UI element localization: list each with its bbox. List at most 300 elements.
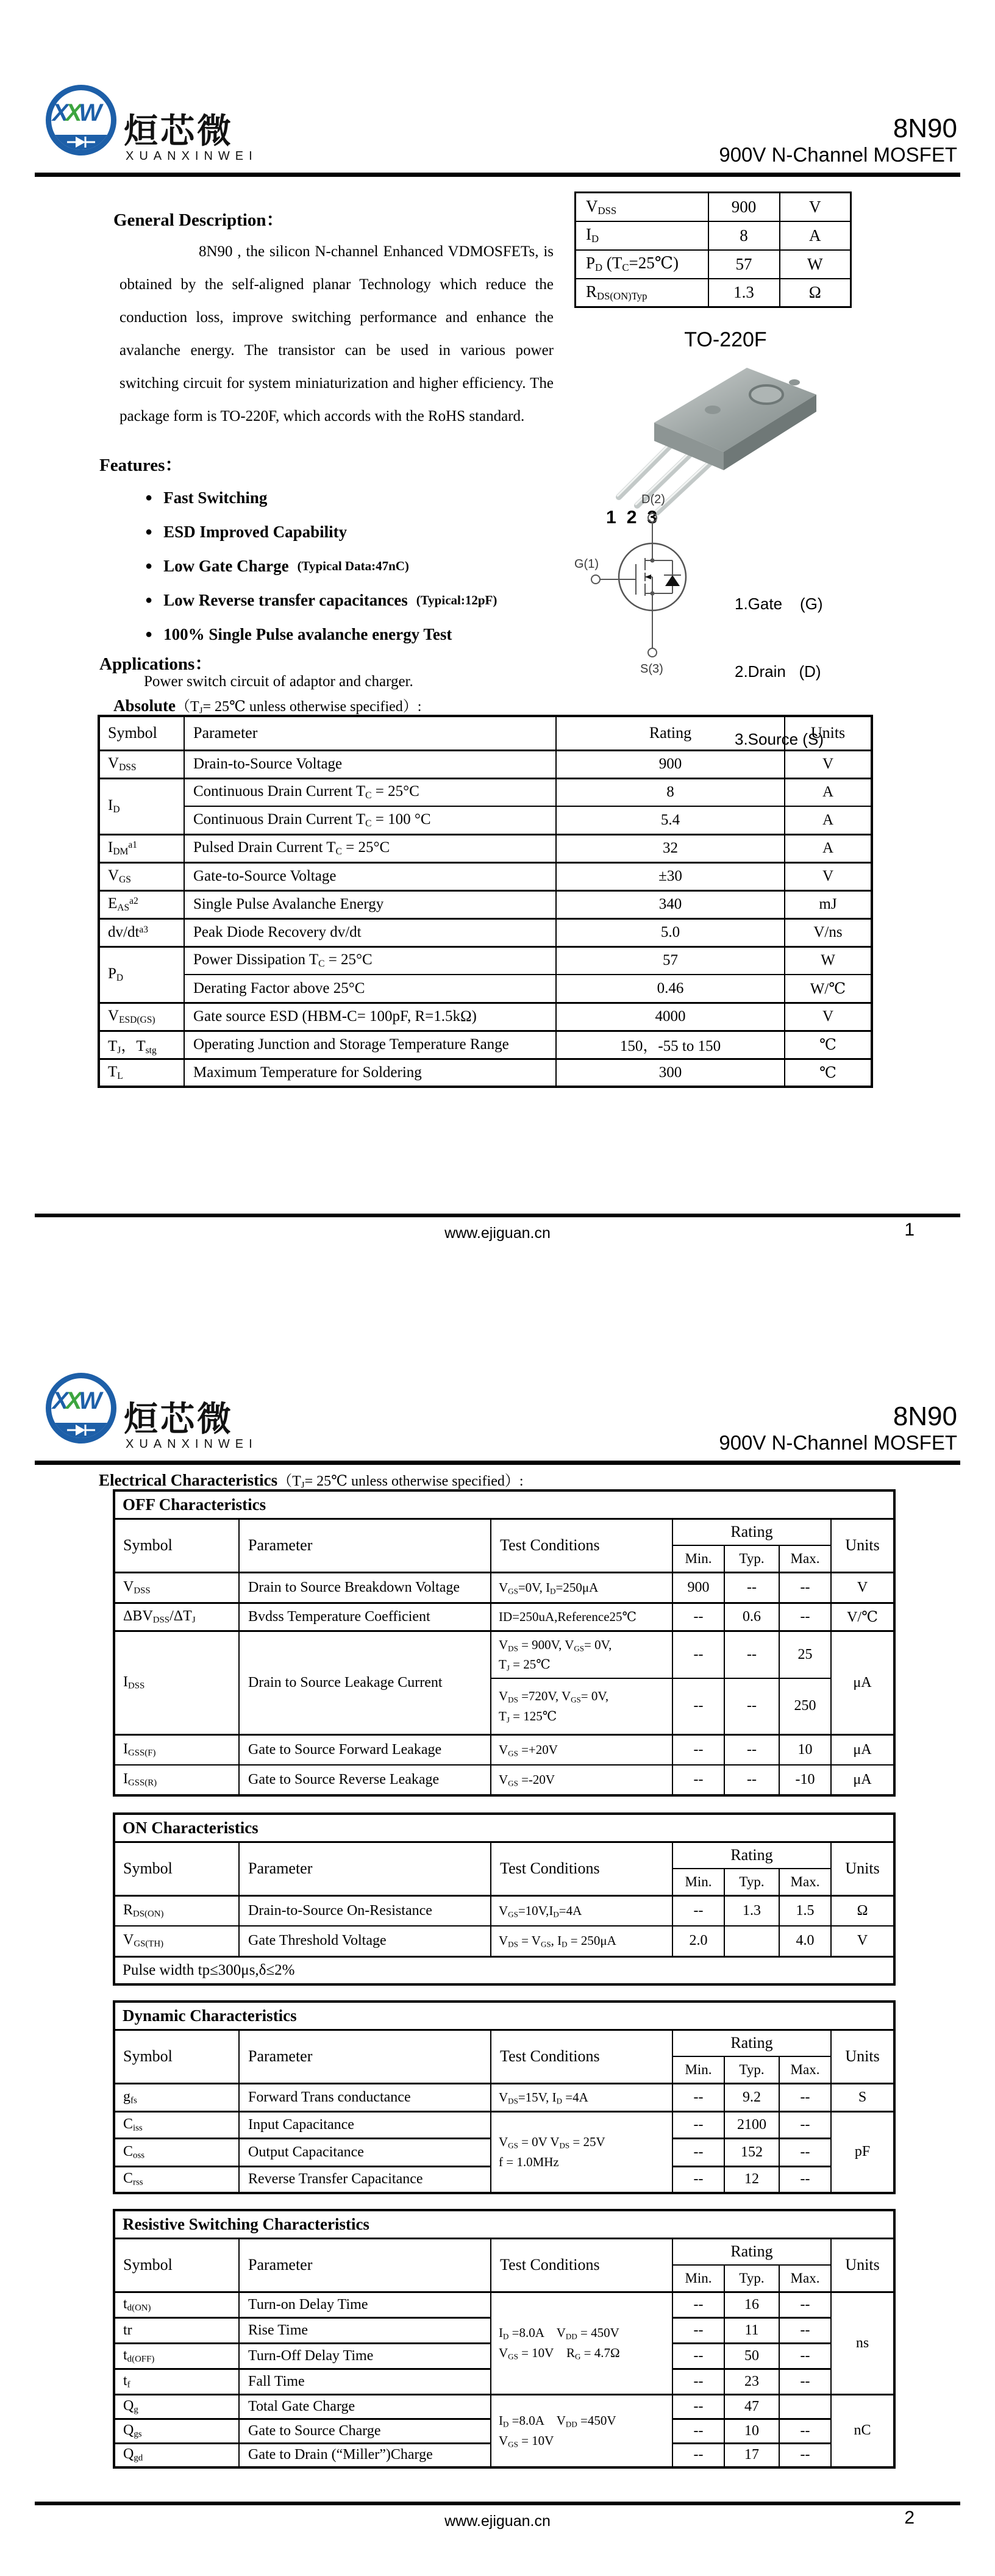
cell-symbol: $P_D$ $(T_C=25℃)$	[576, 250, 708, 279]
package-name: TO-220F	[684, 328, 767, 351]
feature-text: 100% Single Pulse avalanche energy Test	[163, 624, 452, 643]
cell-units: pF	[831, 2111, 894, 2193]
table-row	[99, 918, 872, 946]
cell-symbol: $V_{GS}$	[99, 862, 184, 890]
cell-symbol: $t_{d(OFF)}$	[114, 2343, 239, 2369]
cell-symbol: $E_{AS}^{a2}$	[99, 890, 184, 918]
cell-units: A	[785, 806, 872, 834]
cell-max	[779, 2394, 831, 2419]
table-row	[114, 1734, 894, 1765]
cell-units: A	[785, 778, 872, 806]
cell-symbol: $Q_g$	[114, 2394, 239, 2419]
cell-symbol: $I_{GSS(R)}$	[114, 1765, 239, 1795]
cell-max: --	[779, 2111, 831, 2138]
cell-min: --	[672, 1631, 724, 1678]
cell-parameter: Power Dissipation $T_C = 25^\circ C$	[184, 946, 556, 975]
body-diode-icon	[665, 575, 680, 586]
cell-unit: A	[780, 221, 851, 250]
cell-symbol: $T_J$，$T_{stg}$	[99, 1031, 184, 1059]
cell-units: Ω	[831, 1895, 894, 1926]
dynamic-characteristics-table	[113, 2000, 896, 2194]
col-header-units: Units	[831, 1519, 894, 1572]
cell-parameter: Gate Threshold Voltage	[239, 1926, 491, 1956]
col-header-parameter: Parameter	[239, 2238, 491, 2292]
cell-typ: 152	[724, 2138, 779, 2166]
cell-value: 57	[708, 250, 780, 279]
absolute-ratings-table	[98, 715, 873, 1088]
cell-typ: 2100	[724, 2111, 779, 2138]
col-header-max: Max.	[779, 2056, 831, 2083]
cell-rating: 900	[556, 750, 785, 778]
table-header-row	[114, 2238, 894, 2265]
cell-parameter: Peak Diode Recovery dv/dt	[184, 918, 556, 946]
cell-rating: 150，-55 to 150	[556, 1031, 785, 1059]
cell-min: --	[672, 1603, 724, 1631]
cell-test-conditions: $V_{DS}=15V$, $I_D =4A$	[491, 2083, 672, 2111]
cell-rating: 8	[556, 778, 785, 806]
col-header-min: Min.	[672, 2265, 724, 2292]
cell-typ: 9.2	[724, 2083, 779, 2111]
feature-item	[145, 481, 497, 515]
cell-test-conditions: $V_{GS}=10V,I_D=4A$	[491, 1895, 672, 1926]
absolute-ratings-heading	[113, 694, 421, 717]
logo-w: W	[79, 1387, 99, 1414]
pin-2-label: 2	[626, 507, 637, 528]
table-note-row	[114, 1956, 894, 1984]
section-title-row	[114, 1814, 894, 1842]
col-header-parameter: Parameter	[239, 1519, 491, 1572]
cell-parameter: Turn-on Delay Time	[239, 2292, 491, 2317]
cell-min: --	[672, 1765, 724, 1795]
cell-typ: 11	[724, 2317, 779, 2343]
cell-min: --	[672, 2369, 724, 2394]
cell-rating: 32	[556, 834, 785, 862]
col-header-parameter: Parameter	[239, 2030, 491, 2083]
cell-max: -10	[779, 1765, 831, 1795]
cell-symbol: $T_L$	[99, 1059, 184, 1087]
feature-text: Fast Switching	[163, 488, 268, 507]
cell-max: --	[779, 2419, 831, 2443]
cell-typ: --	[724, 1765, 779, 1795]
cell-units: nC	[831, 2394, 894, 2467]
cell-units: V/ns	[785, 918, 872, 946]
cell-parameter: Pulsed Drain Current $T_C = 25^\circ C$	[184, 834, 556, 862]
cell-parameter: Drain to Source Breakdown Voltage	[239, 1572, 491, 1603]
cell-symbol: $I_D$	[99, 778, 184, 834]
col-header-rating: Rating	[672, 1519, 831, 1545]
cell-typ: 47	[724, 2394, 779, 2419]
cell-test-conditions: $I_D =8.0A$ $V_{DD} = 450V$ $V_{GS} = 10V$ $R_G = 4.7\Omega$	[491, 2292, 672, 2394]
cell-units: V	[785, 1003, 872, 1031]
cell-test-conditions: $V_{GS} =+20V$	[491, 1734, 672, 1765]
col-header-min: Min.	[672, 1545, 724, 1572]
cell-symbol: $I_{DSS}$	[114, 1631, 239, 1734]
cell-min: --	[672, 2443, 724, 2467]
on-characteristics-table	[113, 1812, 896, 1986]
pin-legend-drain: 2.Drain (D)	[735, 662, 821, 681]
cell-max: --	[779, 1572, 831, 1603]
cell-max: 10	[779, 1734, 831, 1765]
col-header-min: Min.	[672, 2056, 724, 2083]
table-row	[114, 2111, 894, 2138]
cell-symbol: tr	[114, 2317, 239, 2343]
cell-test-conditions: $V_{GS} = 0V$ $V_{DS} = 25V$ f = 1.0MHz	[491, 2111, 672, 2193]
table-row	[99, 1003, 872, 1031]
cell-min: --	[672, 2138, 724, 2166]
header-rule	[35, 1461, 960, 1465]
logo-w: W	[79, 99, 99, 126]
table-row	[114, 1572, 894, 1603]
cell-symbol: $t_{d(ON)}$	[114, 2292, 239, 2317]
feature-item	[145, 515, 497, 549]
table-row	[114, 1631, 894, 1678]
logo-english-name: XUANXINWEI	[126, 1437, 258, 1451]
logo-x1: X	[52, 99, 66, 126]
cell-parameter: Gate to Drain (“Miller”)Charge	[239, 2443, 491, 2467]
feature-note: (Typical:12pF)	[416, 592, 498, 607]
col-header-max: Max.	[779, 1545, 831, 1572]
cell-max: --	[779, 2166, 831, 2193]
cell-units: ℃	[785, 1031, 872, 1059]
col-header-symbol: Symbol	[114, 2238, 239, 2292]
part-subtitle: 900V N-Channel MOSFET	[719, 1431, 957, 1454]
cell-symbol: $R_{DS(ON)Typ}$	[576, 279, 708, 307]
features-title: Features：	[99, 456, 183, 475]
company-logo	[46, 81, 363, 173]
cell-parameter: Reverse Transfer Capacitance	[239, 2166, 491, 2193]
cell-typ: 10	[724, 2419, 779, 2443]
cell-symbol: $t_f$	[114, 2369, 239, 2394]
cell-units: W	[785, 946, 872, 975]
part-number: 8N90	[893, 113, 957, 143]
cell-typ	[724, 1926, 779, 1956]
cell-min: --	[672, 2166, 724, 2193]
bullet-icon: ●	[145, 627, 153, 641]
header-part-block	[719, 1403, 957, 1455]
cell-typ: 17	[724, 2443, 779, 2467]
gate-terminal-label: G(1)	[574, 557, 599, 571]
electrical-characteristics-heading	[99, 1469, 524, 1491]
cell-max: --	[779, 2083, 831, 2111]
cell-parameter: Rise Time	[239, 2317, 491, 2343]
mosfet-schematic	[573, 490, 732, 691]
table-row	[576, 250, 851, 279]
cell-min: --	[672, 2111, 724, 2138]
cell-parameter: Bvdss Temperature Coefficient	[239, 1603, 491, 1631]
pin-1-label: 1	[606, 507, 616, 528]
cell-units: μA	[831, 1631, 894, 1734]
cell-max: --	[779, 1603, 831, 1631]
cell-parameter: Drain-to-Source Voltage	[184, 750, 556, 778]
cell-symbol: $V_{ESD(GS)}$	[99, 1003, 184, 1031]
table-note: Pulse width tp≤300μs,δ≤2%	[114, 1956, 894, 1984]
cell-symbol: $Q_{gs}$	[114, 2419, 239, 2443]
cell-symbol: $P_D$	[99, 946, 184, 1003]
cell-test-conditions: $I_D =8.0A$ $V_{DD} =450V$ $V_{GS} = 10V$	[491, 2394, 672, 2467]
cell-min: --	[672, 1734, 724, 1765]
col-header-max: Max.	[779, 2265, 831, 2292]
cell-min: 900	[672, 1572, 724, 1603]
footer-url: www.ejiguan.cn	[444, 1225, 551, 1242]
cell-unit: Ω	[780, 279, 851, 307]
cell-max: --	[779, 2292, 831, 2317]
table-row	[99, 975, 872, 1003]
pin-3-label: 3	[647, 507, 658, 528]
cell-typ: --	[724, 1572, 779, 1603]
cell-max: 250	[779, 1678, 831, 1734]
cell-rating: 4000	[556, 1003, 785, 1031]
col-header-test: Test Conditions	[491, 2238, 672, 2292]
cell-units: W/℃	[785, 975, 872, 1003]
cell-rating: 300	[556, 1059, 785, 1087]
cell-symbol: $C_{iss}$	[114, 2111, 239, 2138]
table-header-row	[99, 716, 872, 750]
table-header-row	[114, 1519, 894, 1545]
cell-units: S	[831, 2083, 894, 2111]
off-characteristics-table	[113, 1489, 896, 1797]
cell-parameter: Drain to Source Leakage Current	[239, 1631, 491, 1734]
applications-title: Applications：	[99, 654, 213, 674]
col-header-parameter: Parameter	[239, 1842, 491, 1895]
cell-test-conditions: $V_{DS} = V_{GS}$, $I_D = 250\mu A$	[491, 1926, 672, 1956]
cell-min: --	[672, 1895, 724, 1926]
cell-rating: 5.4	[556, 806, 785, 834]
logo-english-name: XUANXINWEI	[126, 149, 258, 163]
table-header-row	[114, 1842, 894, 1869]
cell-parameter: Derating Factor above 25°C	[184, 975, 556, 1003]
cell-test-conditions: $V_{GS}=0V$, $I_D=250\mu A$	[491, 1572, 672, 1603]
cell-parameter: Turn-Off Delay Time	[239, 2343, 491, 2369]
logo-x2: X	[65, 1387, 79, 1414]
cell-symbol: $I_D$	[576, 221, 708, 250]
cell-min: --	[672, 2343, 724, 2369]
cell-parameter: Continuous Drain Current $T_C = 100$ °C	[184, 806, 556, 834]
pin-legend-gate: 1.Gate (G)	[735, 595, 823, 613]
table-row	[99, 806, 872, 834]
footer-rule	[35, 1214, 960, 1217]
col-header-symbol: Symbol	[114, 2030, 239, 2083]
col-header-typ: Typ.	[724, 1869, 779, 1895]
cell-rating: 57	[556, 946, 785, 975]
cell-symbol: $V_{DSS}$	[99, 750, 184, 778]
col-header-test: Test Conditions	[491, 2030, 672, 2083]
cell-max: --	[779, 2443, 831, 2467]
quick-spec-table	[574, 191, 852, 308]
cell-test-conditions: $V_{GS} =-20V$	[491, 1765, 672, 1795]
cell-symbol: $Q_{gd}$	[114, 2443, 239, 2467]
cell-typ: 23	[724, 2369, 779, 2394]
cell-min: --	[672, 2394, 724, 2419]
col-header-rating: Rating	[672, 2238, 831, 2265]
part-subtitle: 900V N-Channel MOSFET	[719, 143, 957, 166]
cell-parameter: Single Pulse Avalanche Energy	[184, 890, 556, 918]
table-row	[99, 1031, 872, 1059]
cell-max: --	[779, 2317, 831, 2343]
cell-units: V	[785, 750, 872, 778]
package-dimple	[789, 379, 800, 385]
col-header-symbol: Symbol	[114, 1519, 239, 1572]
cell-symbol: $C_{oss}$	[114, 2138, 239, 2166]
logo-chinese-name: 烜芯微	[124, 1400, 234, 1438]
cell-parameter: Gate to Source Reverse Leakage	[239, 1765, 491, 1795]
cell-max: 1.5	[779, 1895, 831, 1926]
col-header-rating: Rating	[672, 1842, 831, 1869]
cell-value: 8	[708, 221, 780, 250]
cell-symbol: $I_{GSS(F)}$	[114, 1734, 239, 1765]
diode-icon	[66, 1423, 96, 1437]
table-row	[99, 778, 872, 806]
col-header-typ: Typ.	[724, 2265, 779, 2292]
feature-note: (Typical Data:47nC)	[297, 558, 409, 573]
section-title: ON Characteristics	[114, 1814, 894, 1842]
table-row	[114, 1603, 894, 1631]
header-rule	[35, 173, 960, 177]
feature-text: Low Reverse transfer capacitances	[163, 590, 408, 609]
table-row	[99, 834, 872, 862]
logo-chinese-name: 烜芯微	[124, 112, 234, 150]
package-dimple	[705, 406, 721, 414]
cell-symbol: $\Delta BV_{DSS}/\Delta T_J$	[114, 1603, 239, 1631]
table-row	[576, 193, 851, 221]
table-row	[114, 1895, 894, 1926]
cell-parameter: Operating Junction and Storage Temperature Range	[184, 1031, 556, 1059]
table-header-row	[114, 2030, 894, 2056]
feature-text: Low Gate Charge	[163, 556, 289, 575]
table-row	[114, 2394, 894, 2419]
section-title-row	[114, 2002, 894, 2030]
bullet-icon: ●	[145, 524, 153, 538]
resistive-switching-table	[113, 2209, 896, 2469]
bullet-icon: ●	[145, 593, 153, 607]
ec-heading-cond: （$T_J=$ 25℃ unless otherwise specified）:	[277, 1473, 524, 1490]
col-header-parameter: Parameter	[184, 716, 556, 750]
drain-terminal-label: D(2)	[641, 493, 665, 506]
cell-symbol: $V_{GS(TH)}$	[114, 1926, 239, 1956]
bullet-icon: ●	[145, 559, 153, 573]
table-row	[99, 946, 872, 975]
col-header-max: Max.	[779, 1869, 831, 1895]
cell-parameter: Gate-to-Source Voltage	[184, 862, 556, 890]
cell-min: --	[672, 2317, 724, 2343]
section-title: Resistive Switching Characteristics	[114, 2210, 894, 2238]
cell-rating: ±30	[556, 862, 785, 890]
section-title-row	[114, 2210, 894, 2238]
cell-symbol: $C_{rss}$	[114, 2166, 239, 2193]
cell-max: 4.0	[779, 1926, 831, 1956]
cell-max: --	[779, 2369, 831, 2394]
cell-symbol: $R_{DS(ON)}$	[114, 1895, 239, 1926]
table-row	[576, 221, 851, 250]
cell-units: V/℃	[831, 1603, 894, 1631]
source-terminal-label: S(3)	[640, 662, 663, 676]
table-row	[114, 2083, 894, 2111]
col-header-units: Units	[831, 1842, 894, 1895]
feature-item	[145, 549, 497, 583]
cell-parameter: Output Capacitance	[239, 2138, 491, 2166]
col-header-typ: Typ.	[724, 1545, 779, 1572]
package-mounting-hole	[750, 385, 783, 404]
table-row	[114, 1926, 894, 1956]
col-header-test: Test Conditions	[491, 1842, 672, 1895]
cell-typ: --	[724, 1678, 779, 1734]
cell-unit: W	[780, 250, 851, 279]
table-row	[99, 890, 872, 918]
part-number: 8N90	[893, 1401, 957, 1431]
bullet-icon: ●	[145, 490, 153, 504]
col-header-symbol: Symbol	[114, 1842, 239, 1895]
cell-test-conditions: $V_{DS} = 900V$, $V_{GS}= 0V$, $T_J$ = 25℃	[491, 1631, 672, 1678]
feature-item	[145, 617, 497, 651]
col-header-min: Min.	[672, 1869, 724, 1895]
cell-symbol: $V_{DSS}$	[576, 193, 708, 221]
table-row	[114, 1765, 894, 1795]
cell-parameter: Gate source ESD (HBM-C= 100pF, R=1.5kΩ)	[184, 1003, 556, 1031]
footer-rule	[35, 2502, 960, 2505]
cell-min: --	[672, 2292, 724, 2317]
cell-typ: 1.3	[724, 1895, 779, 1926]
cell-units: ns	[831, 2292, 894, 2394]
cell-parameter: Continuous Drain Current $T_C = 25^\circ C$	[184, 778, 556, 806]
cell-parameter: Gate to Source Charge	[239, 2419, 491, 2443]
cell-parameter: Total Gate Charge	[239, 2394, 491, 2419]
cell-typ: 50	[724, 2343, 779, 2369]
cell-parameter: Forward Trans conductance	[239, 2083, 491, 2111]
features-list	[145, 481, 497, 651]
cell-symbol: $V_{DSS}$	[114, 1572, 239, 1603]
footer-url: www.ejiguan.cn	[444, 2513, 551, 2530]
cell-units: ℃	[785, 1059, 872, 1087]
header-part-block	[719, 115, 957, 167]
col-header-test: Test Conditions	[491, 1519, 672, 1572]
ec-heading-bold: Electrical Characteristics	[99, 1471, 278, 1489]
page-number: 1	[904, 1220, 915, 1240]
section-title: Dynamic Characteristics	[114, 2002, 894, 2030]
logo-x2: X	[65, 99, 79, 126]
cell-typ: 0.6	[724, 1603, 779, 1631]
cell-symbol: $dv/dt^{a3}$	[99, 918, 184, 946]
col-header-typ: Typ.	[724, 2056, 779, 2083]
cell-units: A	[785, 834, 872, 862]
cell-parameter: Fall Time	[239, 2369, 491, 2394]
cell-parameter: Drain-to-Source On-Resistance	[239, 1895, 491, 1926]
table-row	[99, 1059, 872, 1087]
cell-min: --	[672, 2419, 724, 2443]
logo-monogram	[46, 1387, 105, 1415]
cell-typ: 12	[724, 2166, 779, 2193]
cell-units: V	[831, 1572, 894, 1603]
col-header-rating: Rating	[672, 2030, 831, 2056]
cell-typ: --	[724, 1631, 779, 1678]
absolute-heading-cond: （$T_J=$ 25℃ unless otherwise specified）:	[176, 699, 422, 716]
col-header-units: Units	[831, 2238, 894, 2292]
cell-test-conditions: ID=250uA,Reference25℃	[491, 1603, 672, 1631]
table-row	[114, 2292, 894, 2317]
general-description-text: 8N90 , the silicon N-channel Enhanced VDMOSFETs, is obtained by the self-aligned planar Technology which reduce the conduction loss, improve switching performance and enhance the avalanche energy. The transistor can be used in various power switching circuit for system miniaturization and higher efficiency. The package form is TO-220F, which accords with the RoHS standard.	[119, 243, 554, 424]
datasheet-page-2	[0, 1288, 995, 2576]
cell-max: 25	[779, 1631, 831, 1678]
cell-typ: 16	[724, 2292, 779, 2317]
page-number: 2	[904, 2508, 915, 2528]
cell-value: 900	[708, 193, 780, 221]
cell-rating: 340	[556, 890, 785, 918]
col-header-symbol: Symbol	[99, 716, 184, 750]
cell-units: mJ	[785, 890, 872, 918]
cell-rating: 0.46	[556, 975, 785, 1003]
diode-icon	[66, 135, 96, 149]
cell-symbol: $I_{DM}^{a1}$	[99, 834, 184, 862]
cell-rating: 5.0	[556, 918, 785, 946]
table-row	[99, 862, 872, 890]
